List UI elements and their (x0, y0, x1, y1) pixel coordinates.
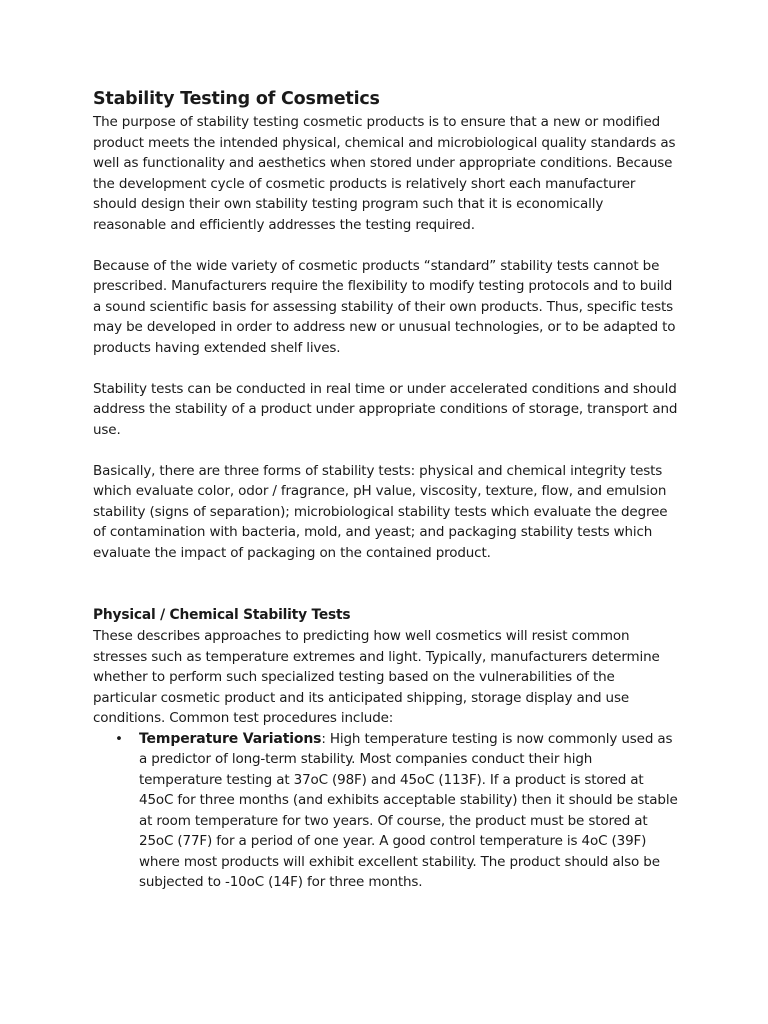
list-item (93, 729, 678, 893)
list-item-term: Temperature Variations (139, 730, 322, 747)
list-item-separator: : (321, 730, 326, 747)
document-page (93, 86, 678, 893)
section-intro: These describes approaches to predicting how well cosmetics will resist common stresses such as temperature extremes and light. Typically, manufacturers determine whether to perform such specialized testing based on the vulnerabilities of the particular cosmetic product and its anticipated shipping, storage display and use conditions. Common test procedures include: (93, 628, 660, 726)
section-spacer (93, 563, 678, 604)
paragraph-spacer (93, 358, 678, 379)
paragraph-purpose: The purpose of stability testing cosmetic products is to ensure that a new or modified product meets the intended physical, chemical and microbiological quality standards as well as functionality and aesthetics when stored under appropriate conditions. Because the development cycle of cosmetic products is relatively short each manufacturer should design their own stability testing program such that it is economically reasonable and efficiently addresses the testing required. (93, 114, 676, 233)
section-heading: Physical / Chemical Stability Tests (93, 607, 351, 623)
list-item-text: High temperature testing is now commonly used as a predictor of long-term stability. Most companies conduct their high temperature testing at 37oC (98F) and 45oC (113F). If a product is stored at 45oC for three months (and exhibits acceptable stability) then it should be stable at room temperature for two years. Of course, the product must be stored at 25oC (77F) for a period of one year. A good control temperature is 4oC (39F) where most products will exhibit excellent stability. The product should also be subjected to -10oC (14F) for three months. (139, 730, 678, 890)
procedure-list (93, 729, 678, 893)
paragraph-spacer (93, 440, 678, 461)
paragraph-conditions: Stability tests can be conducted in real time or under accelerated conditions and should address the stability of a product under appropriate conditions of storage, transport and use. (93, 380, 678, 438)
paragraph-forms: Basically, there are three forms of stability tests: physical and chemical integrity tests which evaluate color, odor / fragrance, pH value, viscosity, texture, flow, and emulsion stability (signs of separation); microbiological stability tests which evaluate the degree of contamination with bacteria, mold, and yeast; and packaging stability tests which evaluate the impact of packaging on the contained product. (93, 462, 668, 561)
paragraph-variety: Because of the wide variety of cosmetic products “standard” stability tests cannot be prescribed. Manufacturers require the flexibility to modify testing protocols and to build a sound scientific basis for assessing stability of their own products. Thus, specific tests may be developed in order to address new or unusual technologies, or to be adapted to products having extended shelf lives. (93, 257, 676, 356)
paragraph-spacer (93, 235, 678, 256)
document-title: Stability Testing of Cosmetics (93, 89, 380, 109)
bullet-marker: • (115, 730, 123, 747)
